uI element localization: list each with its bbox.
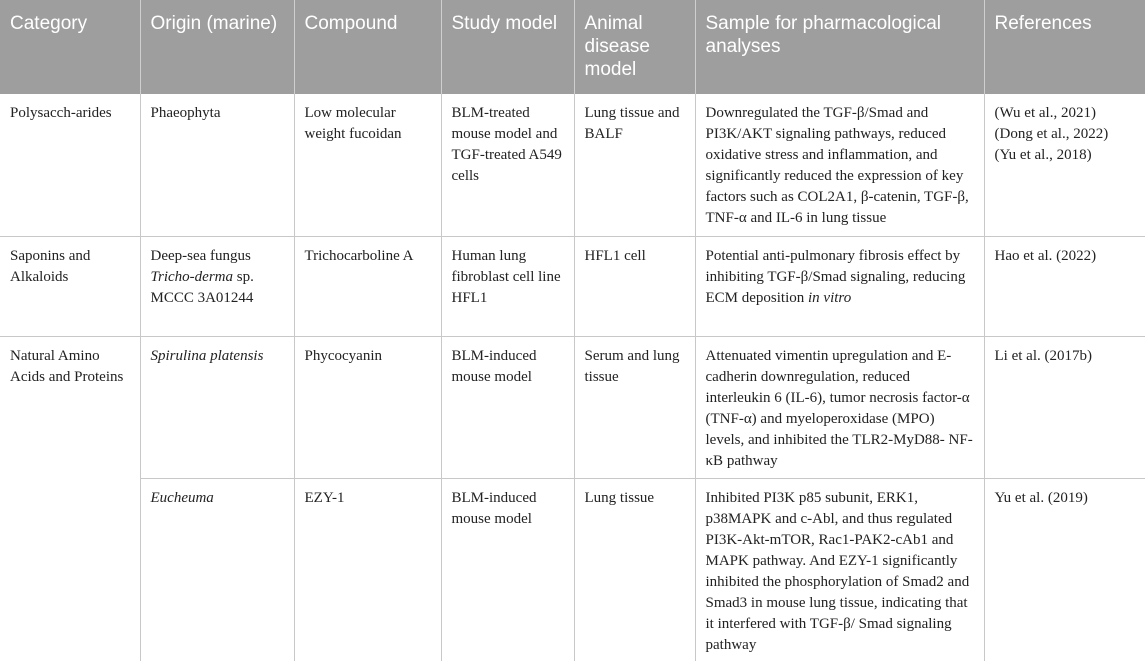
header-compound: Compound	[294, 0, 441, 94]
reference[interactable]: Yu et al. (2019)	[994, 489, 1088, 506]
cell-compound: Phycocyanin	[294, 336, 441, 478]
cell-study-model: BLM-induced mouse model	[441, 478, 574, 661]
cell-category: Polysacch-arides	[0, 94, 140, 236]
cell-category: Saponins and Alkaloids	[0, 236, 140, 336]
cell-references	[984, 236, 1145, 336]
cell-references	[984, 94, 1145, 236]
cell-animal-model: Lung tissue and BALF	[574, 94, 695, 236]
cell-origin: Phaeophyta	[140, 94, 294, 236]
cell-animal-model: Serum and lung tissue	[574, 336, 695, 478]
cell-study-model: Human lung fibroblast cell line HFL1	[441, 236, 574, 336]
cell-sample: Inhibited PI3K p85 subunit, ERK1, p38MAPK and c-Abl, and thus regulated PI3K-Akt-mTOR, Rac1-PAK2-cAb1 and MAPK pathway. And EZY-1 significantly inhibited the phosphorylation of Smad2 and Smad3 in mouse lung tissue, indicating that it interfered with TGF-β/ Smad signaling pathway	[695, 478, 984, 661]
cell-study-model: BLM-induced mouse model	[441, 336, 574, 478]
reference[interactable]: (Wu et al., 2021)	[994, 105, 1096, 121]
cell-origin: Eucheuma	[140, 478, 294, 661]
cell-category: Natural Amino Acids and Proteins	[10, 347, 124, 385]
table-row	[0, 236, 1145, 336]
cell-origin: Deep-sea fungus Tricho-derma sp. MCCC 3A01244	[140, 236, 294, 336]
table-row	[0, 94, 1145, 236]
reference[interactable]: (Yu et al., 2018)	[994, 147, 1092, 163]
reference[interactable]: Hao et al. (2022)	[994, 247, 1097, 264]
reference[interactable]: Li et al. (2017b)	[994, 347, 1092, 364]
cell-sample: Attenuated vimentin upregulation and E-cadherin downregulation, reduced interleukin 6 (IL-6), tumor necrosis factor-α (TNF-α) and myeloperoxidase (MPO) levels, and inhibited the TLR2-MyD88- NF-κB pathway	[695, 336, 984, 478]
cell-compound: EZY-1	[294, 478, 441, 661]
header-animal-model: Animal disease model	[574, 0, 695, 94]
cell-sample: Potential anti-pulmonary fibrosis effect by inhibiting TGF-β/Smad signaling, reducing ECM deposition in vitro	[695, 236, 984, 336]
cell-study-model: BLM-treated mouse model and TGF-treated A549 cells	[441, 94, 574, 236]
cell-compound: Low molecular weight fucoidan	[294, 94, 441, 236]
cell-references	[984, 336, 1145, 478]
header-row	[0, 0, 1145, 94]
table-row	[0, 336, 1145, 478]
table-row	[0, 478, 1145, 661]
cell-compound: Trichocarboline A	[294, 236, 441, 336]
cell-animal-model: Lung tissue	[574, 478, 695, 661]
header-category: Category	[10, 13, 88, 34]
cell-sample: Downregulated the TGF-β/Smad and PI3K/AKT signaling pathways, reduced oxidative stress and inflammation, and significantly reduced the expression of key factors such as COL2A1, β-catenin, TGF-β, TNF-α and IL-6 in lung tissue	[695, 94, 984, 236]
cell-animal-model: HFL1 cell	[574, 236, 695, 336]
reference[interactable]: (Dong et al., 2022)	[994, 126, 1109, 142]
cell-references	[984, 478, 1145, 661]
header-study-model: Study model	[441, 0, 574, 94]
header-sample: Sample for pharmacological analyses	[695, 0, 984, 94]
cell-origin: Spirulina platensis	[140, 336, 294, 478]
header-origin: Origin (marine)	[140, 0, 294, 94]
header-references: References	[984, 0, 1145, 94]
